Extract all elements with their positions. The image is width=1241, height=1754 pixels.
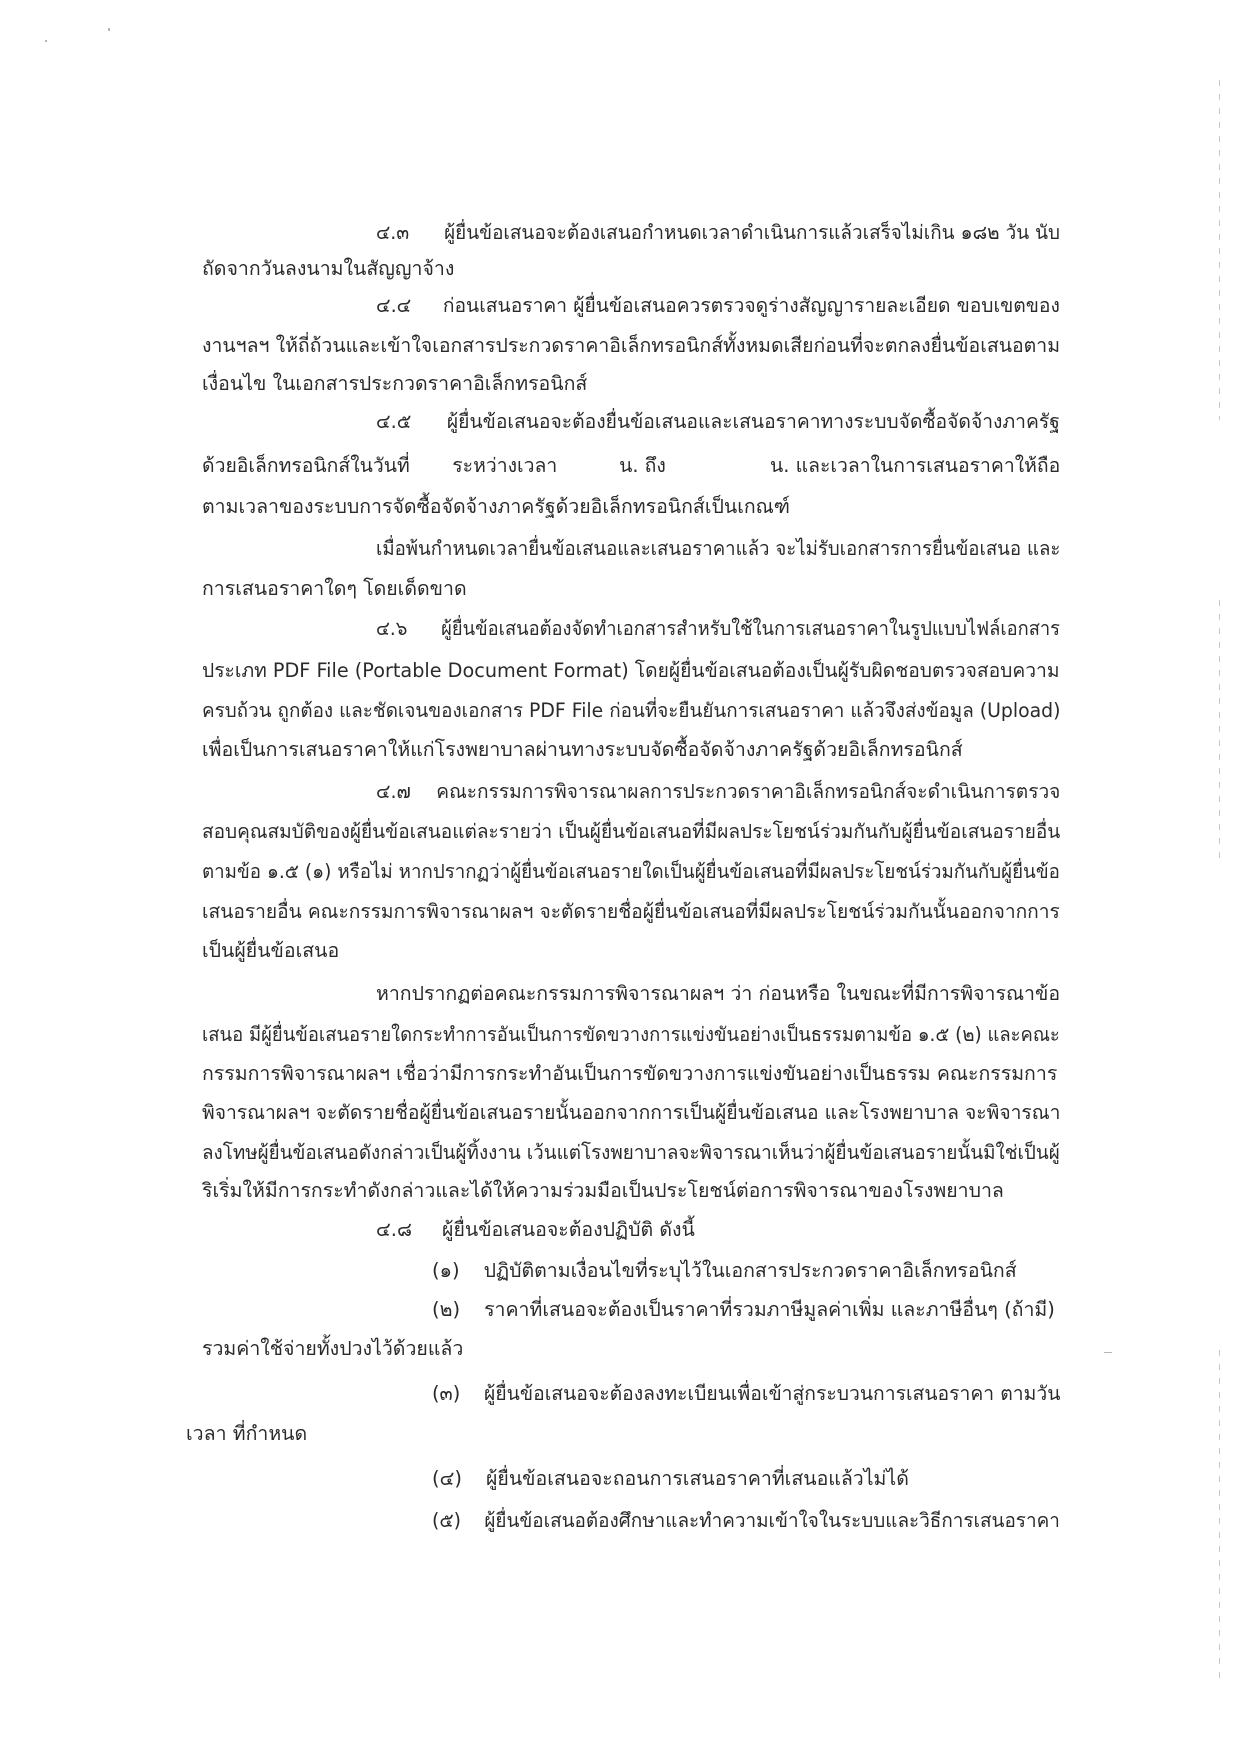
- section-4-5-line-3: [202, 493, 790, 521]
- paragraph-text: ผู้ยื่นข้อเสนอจะต้องเสนอกำหนดเวลาดำเนินการแล้วเสร็จไม่เกิน ๑๘๒ วัน นับ: [444, 221, 1061, 244]
- paragraph-text: ถัดจากวันลงนามในสัญญาจ้าง: [202, 257, 455, 280]
- scan-speck: [108, 28, 110, 31]
- paragraph-text: เสนอรายอื่น คณะกรรมการพิจารณาผลฯ จะตัดรายชื่อผู้ยื่นข้อเสนอที่มีผลประโยชน์ร่วมกันนั้นออกจากการ: [202, 900, 1060, 923]
- paragraph-text: ผู้ยื่นข้อเสนอต้องจัดทำเอกสารสำหรับใช้ในการเสนอราคาในรูปแบบไฟล์เอกสาร: [441, 617, 1061, 640]
- list-item-text: ผู้ยื่นข้อเสนอต้องศึกษาและทำความเข้าใจในระบบและวิธีการเสนอราคา: [484, 1509, 1060, 1532]
- section-4-7-para-2-line-5: [202, 1139, 1060, 1167]
- list-item-2: [432, 1296, 1055, 1324]
- list-item-3: [432, 1380, 1060, 1408]
- paragraph-text: เป็นผู้ยื่นข้อเสนอ: [202, 939, 340, 962]
- list-item-1: [432, 1257, 1017, 1285]
- paragraph-text: การเสนอราคาใดๆ โดยเด็ดขาด: [202, 577, 467, 600]
- section-4-4-line-1: [376, 292, 1060, 320]
- list-item-3-continuation: [186, 1420, 307, 1448]
- section-4-3-line-1: [376, 219, 1060, 247]
- section-4-5-line-1: [376, 408, 1060, 436]
- paragraph-text: งานฯลฯ ให้ถี่ถ้วนและเข้าใจเอกสารประกวดราคาอิเล็กทรอนิกส์ทั้งหมดเสียก่อนที่จะตกลงยื่นข้อเสนอตาม: [202, 334, 1061, 357]
- paragraph-text: ตามข้อ ๑.๕ (๑) หรือไม่ หากปรากฏว่าผู้ยื่นข้อเสนอรายใดเป็นผู้ยื่นข้อเสนอที่มีผลประโยชน์ร่วมกันกับผู้ยื่นข้อ: [202, 860, 1060, 883]
- list-item-text: เวลา ที่กำหนด: [186, 1422, 308, 1445]
- section-4-7-para-2-line-6: [202, 1177, 1004, 1205]
- list-item-4: [432, 1465, 909, 1493]
- list-item-text: ผู้ยื่นข้อเสนอจะต้องลงทะเบียนเพื่อเข้าสู่กระบวนการเสนอราคา ตามวัน: [484, 1382, 1061, 1405]
- paragraph-text: สอบคุณสมบัติของผู้ยื่นข้อเสนอแต่ละรายว่า เป็นผู้ยื่นข้อเสนอที่มีผลประโยชน์ร่วมกันกับผู้ยื่นข้อเสนอรายอื่น: [202, 820, 1061, 843]
- section-4-7-para-2-line-1: [376, 980, 1060, 1008]
- paragraph-text: ลงโทษผู้ยื่นข้อเสนอดังกล่าวเป็นผู้ทิ้งงาน เว้นแต่โรงพยาบาลจะพิจารณาเห็นว่าผู้ยื่นข้อเสนอรายนั้นมิใช่เป็นผู้: [202, 1141, 1060, 1164]
- section-4-4-line-2: [202, 332, 1060, 360]
- section-4-6-line-2: [202, 657, 1060, 685]
- section-4-5-para-2-line-2: [202, 575, 467, 603]
- section-4-4-line-3: [202, 370, 587, 398]
- paragraph-text: ตามเวลาของระบบการจัดซื้อจัดจ้างภาครัฐด้วยอิเล็กทรอนิกส์เป็นเกณฑ์: [202, 495, 790, 518]
- paragraph-text: เงื่อนไข ในเอกสารประกวดราคาอิเล็กทรอนิกส์: [202, 372, 588, 395]
- paragraph-text: พิจารณาผลฯ จะตัดรายชื่อผู้ยื่นข้อเสนอรายนั้นออกจากการเป็นผู้ยื่นข้อเสนอ และโรงพยาบาล จะพิจารณา: [202, 1101, 1061, 1124]
- section-4-7-line-5: [202, 937, 339, 965]
- section-number: ๔.๔: [376, 294, 412, 317]
- paragraph-text: ประเภท PDF File (Portable Document Format) โดยผู้ยื่นข้อเสนอต้องเป็นผู้รับผิดชอบตรวจสอบความ: [202, 659, 1060, 682]
- paragraph-text: กรรมการพิจารณาผลฯ เชื่อว่ามีการกระทำอันเป็นการขัดขวางการแข่งขันอย่างเป็นธรรม คณะกรรมการ: [202, 1062, 1058, 1085]
- paragraph-text: หากปรากฏต่อคณะกรรมการพิจารณาผลฯ ว่า ก่อนหรือ ในขณะที่มีการพิจารณาข้อ: [376, 982, 1061, 1005]
- paragraph-text: น. ถึง: [619, 454, 666, 477]
- section-4-7-line-4: [202, 898, 1060, 926]
- section-4-8-line-1: [376, 1216, 695, 1244]
- section-4-6-line-3: [202, 697, 1060, 725]
- section-4-7-line-3: [202, 858, 1060, 886]
- list-item-number: (๔): [432, 1467, 462, 1490]
- paragraph-text: ผู้ยื่นข้อเสนอจะต้องยื่นข้อเสนอและเสนอราคาทางระบบจัดซื้อจัดจ้างภาครัฐ: [446, 410, 1060, 433]
- paragraph-text: เพื่อเป็นการเสนอราคาให้แก่โรงพยาบาลผ่านทางระบบจัดซื้อจัดจ้างภาครัฐด้วยอิเล็กทรอนิกส์: [202, 738, 963, 761]
- section-4-7-para-2-line-4: [202, 1099, 1060, 1127]
- scan-edge-mark: [1219, 80, 1220, 420]
- scan-edge-mark: [1219, 600, 1220, 860]
- paragraph-text: เมื่อพ้นกำหนดเวลายื่นข้อเสนอและเสนอราคาแล้ว จะไม่รับเอกสารการยื่นข้อเสนอ และ: [376, 537, 1061, 560]
- list-item-5: [432, 1507, 1060, 1535]
- list-item-number: (๓): [432, 1382, 461, 1405]
- section-4-7-line-2: [202, 818, 1060, 846]
- section-4-7-para-2-line-2: [202, 1021, 1060, 1049]
- list-item-text: ผู้ยื่นข้อเสนอจะถอนการเสนอราคาที่เสนอแล้วไม่ได้: [485, 1467, 909, 1490]
- scan-edge-mark: [1219, 1350, 1220, 1680]
- list-item-text: รวมค่าใช้จ่ายทั้งปวงไว้ด้วยแล้ว: [202, 1337, 464, 1360]
- paragraph-text: ริเริ่มให้มีการกระทำดังกล่าวและได้ให้ความร่วมมือเป็นประโยชน์ต่อการพิจารณาของโรงพยาบาล: [202, 1179, 1004, 1202]
- section-4-7-line-1: [376, 778, 1060, 806]
- list-item-number: (๑): [432, 1259, 460, 1282]
- section-4-3-line-2: [202, 255, 454, 283]
- paragraph-text: คณะกรรมการพิจารณาผลการประกวดราคาอิเล็กทรอนิกส์จะดำเนินการตรวจ: [436, 780, 1061, 803]
- section-number: ๔.๗: [376, 780, 411, 803]
- paragraph-text: น. และเวลาในการเสนอราคาให้ถือ: [770, 454, 1061, 477]
- section-number: ๔.๘: [376, 1218, 413, 1241]
- paragraph-text: ด้วยอิเล็กทรอนิกส์ในวันที่: [202, 454, 410, 477]
- scan-speck: [45, 40, 47, 42]
- paragraph-text: ครบถ้วน ถูกต้อง และชัดเจนของเอกสาร PDF File ก่อนที่จะยืนยันการเสนอราคา แล้วจึงส่งข้อมูล (Upload): [202, 699, 1061, 722]
- list-item-number: (๕): [432, 1509, 462, 1532]
- list-item-number: (๒): [432, 1298, 461, 1321]
- section-number: ๔.๕: [376, 410, 412, 433]
- section-4-6-line-4: [202, 736, 963, 764]
- section-4-7-para-2-line-3: [202, 1060, 1057, 1088]
- list-item-2-continuation: [202, 1335, 463, 1363]
- list-item-text: ปฏิบัติตามเงื่อนไขที่ระบุไว้ในเอกสารประกวดราคาอิเล็กทรอนิกส์: [483, 1259, 1017, 1282]
- list-item-text: ราคาที่เสนอจะต้องเป็นราคาที่รวมภาษีมูลค่าเพิ่ม และภาษีอื่นๆ (ถ้ามี): [484, 1298, 1055, 1321]
- paragraph-text: ผู้ยื่นข้อเสนอจะต้องปฏิบัติ ดังนี้: [442, 1218, 695, 1241]
- section-number: ๔.๖: [376, 617, 408, 640]
- section-4-5-para-2-line-1: [376, 535, 1060, 563]
- section-number: ๔.๓: [376, 221, 410, 244]
- scan-speck: [1104, 1352, 1112, 1353]
- paragraph-text: เสนอ มีผู้ยื่นข้อเสนอรายใดกระทำการอันเป็นการขัดขวางการแข่งขันอย่างเป็นธรรมตามข้อ ๑.๕ (๒) และคณะ: [202, 1023, 1060, 1046]
- section-4-6-line-1: [376, 615, 1060, 643]
- paragraph-text: ระหว่างเวลา: [452, 454, 558, 477]
- paragraph-text: ก่อนเสนอราคา ผู้ยื่นข้อเสนอควรตรวจดูร่างสัญญารายละเอียด ขอบเขตของ: [442, 294, 1060, 317]
